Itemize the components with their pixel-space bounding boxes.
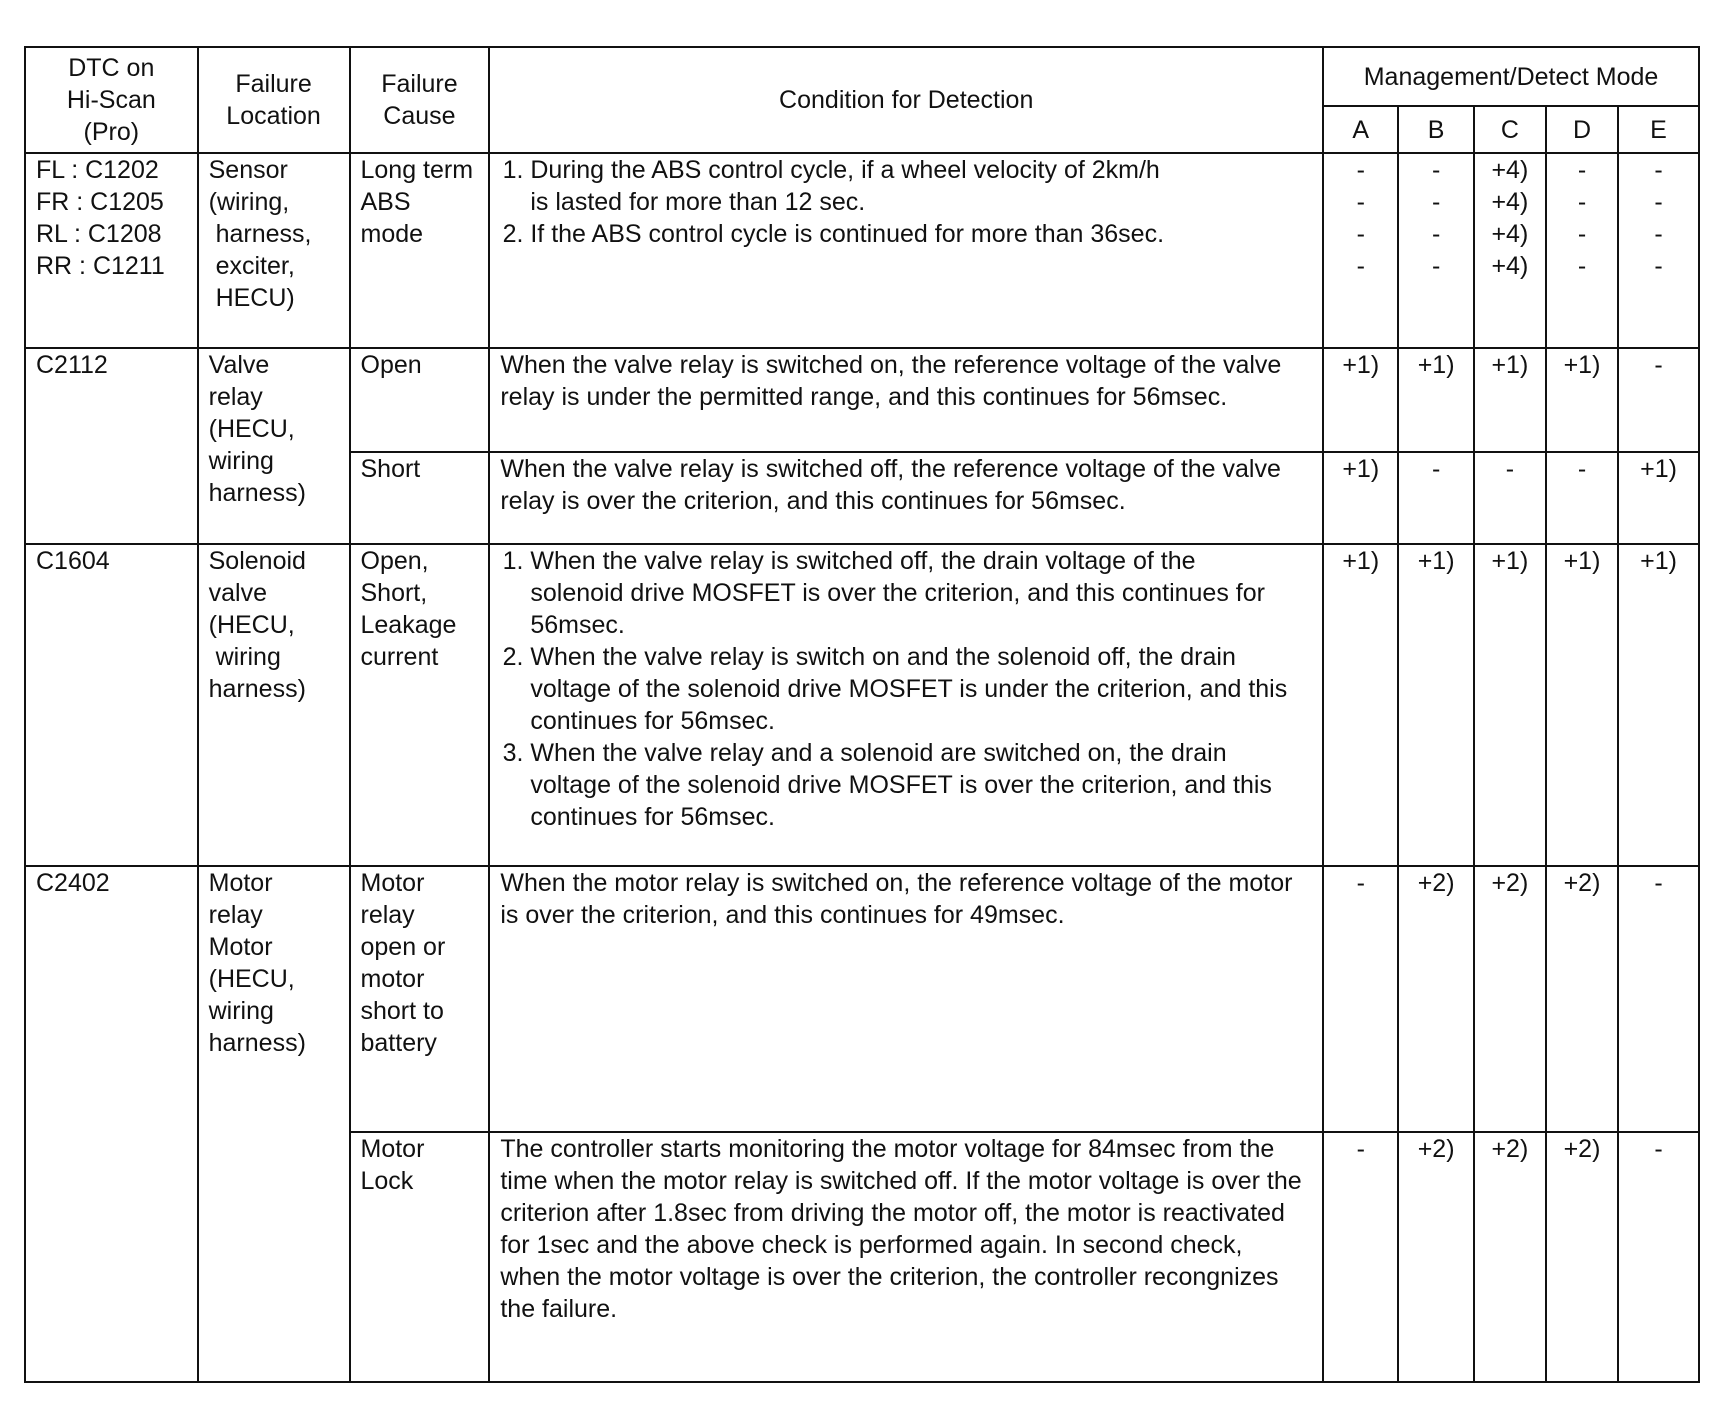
mode-c-cell: +2) (1474, 866, 1546, 1132)
mode-value: - (1654, 156, 1663, 184)
failure-cause-cell: Short (350, 452, 490, 544)
mode-a-cell (1323, 153, 1398, 348)
location-line: (HECU, (208, 965, 295, 993)
failure-cause-cell (350, 153, 490, 348)
cause-line: Lock (360, 1167, 414, 1195)
location-line: harness) (208, 675, 306, 703)
failure-cause-cell: Open (350, 348, 490, 452)
mode-value: - (1654, 220, 1663, 248)
mode-e-cell: +1) (1618, 544, 1699, 866)
mode-d-cell: +2) (1546, 1132, 1618, 1382)
mode-e-cell: - (1618, 348, 1699, 452)
failure-location-cell (198, 153, 350, 348)
header-mode-a: A (1323, 106, 1398, 153)
mode-value: - (1431, 252, 1441, 280)
table-row (25, 348, 1699, 452)
mode-a-cell: +1) (1323, 452, 1398, 544)
mode-a-cell: +1) (1323, 544, 1398, 866)
mode-value: +4) (1491, 156, 1529, 184)
mode-d-cell: +2) (1546, 866, 1618, 1132)
mode-value: - (1431, 188, 1441, 216)
failure-cause-cell (350, 544, 490, 866)
location-line: valve (208, 579, 267, 607)
location-line: relay (208, 901, 263, 929)
mode-c-cell: +1) (1474, 348, 1546, 452)
mode-b-cell (1398, 153, 1473, 348)
mode-b-cell: +2) (1398, 1132, 1473, 1382)
condition-text: When the motor relay is switched on, the reference voltage of the motor is over the criterion, and this continues for 49msec. (500, 869, 1293, 929)
dtc-code-cell: C1604 (25, 544, 198, 866)
location-line: Solenoid (208, 547, 306, 575)
dtc-code: RR : C1211 (36, 252, 165, 280)
location-line: HECU) (208, 284, 295, 312)
condition-item: 2. When the valve relay is switch on and the solenoid off, the drain voltage of the solenoid drive MOSFET is under the criterion, and this continues for 56msec. (530, 641, 1312, 737)
condition-item: 1. During the ABS control cycle, if a wheel velocity of 2km/h is lasted for more than 12 sec. (530, 154, 1312, 218)
mode-value: - (1356, 156, 1365, 184)
header-mode-c: C (1474, 106, 1546, 153)
mode-c-cell: - (1474, 452, 1546, 544)
mode-value: - (1654, 188, 1663, 216)
location-line: wiring (208, 447, 274, 475)
header-management-mode: Management/Detect Mode (1323, 47, 1699, 106)
failure-location-cell (198, 348, 350, 544)
table-row (25, 544, 1699, 866)
mode-e-cell (1618, 153, 1699, 348)
mode-value: - (1356, 252, 1365, 280)
mode-a-cell: - (1323, 866, 1398, 1132)
header-location-line: Location (226, 102, 321, 130)
cause-line: ABS (360, 188, 411, 216)
mode-d-cell: +1) (1546, 348, 1618, 452)
cause-line: Leakage (360, 611, 457, 639)
condition-cell (489, 1132, 1323, 1382)
location-line: harness, (208, 220, 312, 248)
header-cause-line: Cause (383, 102, 456, 130)
mode-d-cell: +1) (1546, 544, 1618, 866)
condition-item: 2. If the ABS control cycle is continued for more than 36sec. (530, 218, 1312, 250)
dtc-code: FR : C1205 (36, 188, 164, 216)
header-mode-d: D (1546, 106, 1618, 153)
cause-line: mode (360, 220, 424, 248)
header-mode-b: B (1398, 106, 1473, 153)
header-failure-location (198, 47, 350, 153)
failure-location-cell (198, 866, 350, 1382)
cause-line: Motor (360, 1135, 425, 1163)
mode-value: +4) (1491, 220, 1529, 248)
header-location-line: Failure (235, 70, 312, 98)
condition-cell (489, 348, 1323, 452)
mode-value: +4) (1491, 188, 1529, 216)
cause-line: relay (360, 901, 415, 929)
mode-value: - (1577, 188, 1587, 216)
mode-b-cell: - (1398, 452, 1473, 544)
location-line: harness) (208, 479, 306, 507)
mode-e-cell: - (1618, 866, 1699, 1132)
header-condition: Condition for Detection (489, 47, 1323, 153)
header-mode-e: E (1618, 106, 1699, 153)
condition-cell (489, 452, 1323, 544)
mode-c-cell (1474, 153, 1546, 348)
location-line: Motor (208, 933, 273, 961)
location-line: (wiring, (208, 188, 290, 216)
header-dtc-line: Hi-Scan (Pro) (66, 86, 156, 146)
failure-location-cell (198, 544, 350, 866)
header-cause-line: Failure (381, 70, 458, 98)
condition-item: 1. When the valve relay is switched off, the drain voltage of the solenoid drive MOSFET is over the criterion, and this continues for 56msec. (530, 545, 1312, 641)
condition-cell (489, 544, 1323, 866)
mode-a-cell: +1) (1323, 348, 1398, 452)
location-line: (HECU, (208, 611, 295, 639)
mode-b-cell: +1) (1398, 348, 1473, 452)
failure-cause-cell (350, 1132, 490, 1382)
condition-cell (489, 153, 1323, 348)
location-line: relay (208, 383, 263, 411)
dtc-code: RL : C1208 (36, 220, 162, 248)
cause-line: Open, (360, 547, 429, 575)
mode-value: - (1431, 156, 1441, 184)
dtc-code-cell (25, 153, 198, 348)
mode-value: - (1577, 156, 1587, 184)
location-line: exciter, (208, 252, 295, 280)
location-line: Motor (208, 869, 273, 897)
dtc-code-cell: C2112 (25, 348, 198, 544)
mode-value: - (1356, 220, 1365, 248)
mode-value: - (1577, 252, 1587, 280)
mode-c-cell: +1) (1474, 544, 1546, 866)
dtc-table (24, 46, 1700, 1383)
location-line: (HECU, (208, 415, 295, 443)
mode-value: +4) (1491, 252, 1529, 280)
condition-text: When the valve relay is switched on, the reference voltage of the valve relay is under the permitted range, and this continues for 56msec. (500, 351, 1282, 411)
cause-line: current (360, 643, 439, 671)
header-dtc-line: DTC on (68, 54, 155, 82)
location-line: Sensor (208, 156, 288, 184)
condition-cell (489, 866, 1323, 1132)
mode-e-cell: - (1618, 1132, 1699, 1382)
header-failure-cause (350, 47, 490, 153)
dtc-code-cell: C2402 (25, 866, 198, 1382)
cause-line: Motor (360, 869, 425, 897)
condition-list (500, 545, 1312, 833)
cause-line: short to (360, 997, 444, 1025)
mode-value: - (1356, 188, 1365, 216)
cause-line: motor (360, 965, 425, 993)
mode-d-cell (1546, 153, 1618, 348)
condition-text: When the valve relay is switched off, the reference voltage of the valve relay is over the criterion, and this continues for 56msec. (500, 455, 1281, 515)
location-line: wiring (208, 643, 281, 671)
dtc-code: FL : C1202 (36, 156, 159, 184)
condition-text: The controller starts monitoring the motor voltage for 84msec from the time when the motor relay is switched off. If the motor voltage is over the criterion after 1.8sec from driving the motor off, the motor is reactivated for 1sec and the above check is performed again. In second check, when the motor voltage is over the criterion, the controller recongnizes the failure. (500, 1135, 1302, 1323)
cause-line: battery (360, 1029, 437, 1057)
cause-line: Long term (360, 156, 474, 184)
table-row (25, 866, 1699, 1132)
table-row (25, 153, 1699, 348)
mode-d-cell: - (1546, 452, 1618, 544)
condition-list (500, 154, 1312, 250)
mode-value: - (1431, 220, 1441, 248)
mode-b-cell: +2) (1398, 866, 1473, 1132)
location-line: harness) (208, 1029, 306, 1057)
mode-c-cell: +2) (1474, 1132, 1546, 1382)
mode-a-cell: - (1323, 1132, 1398, 1382)
mode-value: - (1654, 252, 1663, 280)
header-dtc (25, 47, 198, 153)
cause-line: Short, (360, 579, 428, 607)
location-line: wiring (208, 997, 274, 1025)
mode-value: - (1577, 220, 1587, 248)
location-line: Valve (208, 351, 270, 379)
mode-e-cell: +1) (1618, 452, 1699, 544)
cause-line: open or (360, 933, 446, 961)
failure-cause-cell (350, 866, 490, 1132)
mode-b-cell: +1) (1398, 544, 1473, 866)
condition-item: 3. When the valve relay and a solenoid are switched on, the drain voltage of the solenoid drive MOSFET is over the criterion, and this continues for 56msec. (530, 737, 1312, 833)
